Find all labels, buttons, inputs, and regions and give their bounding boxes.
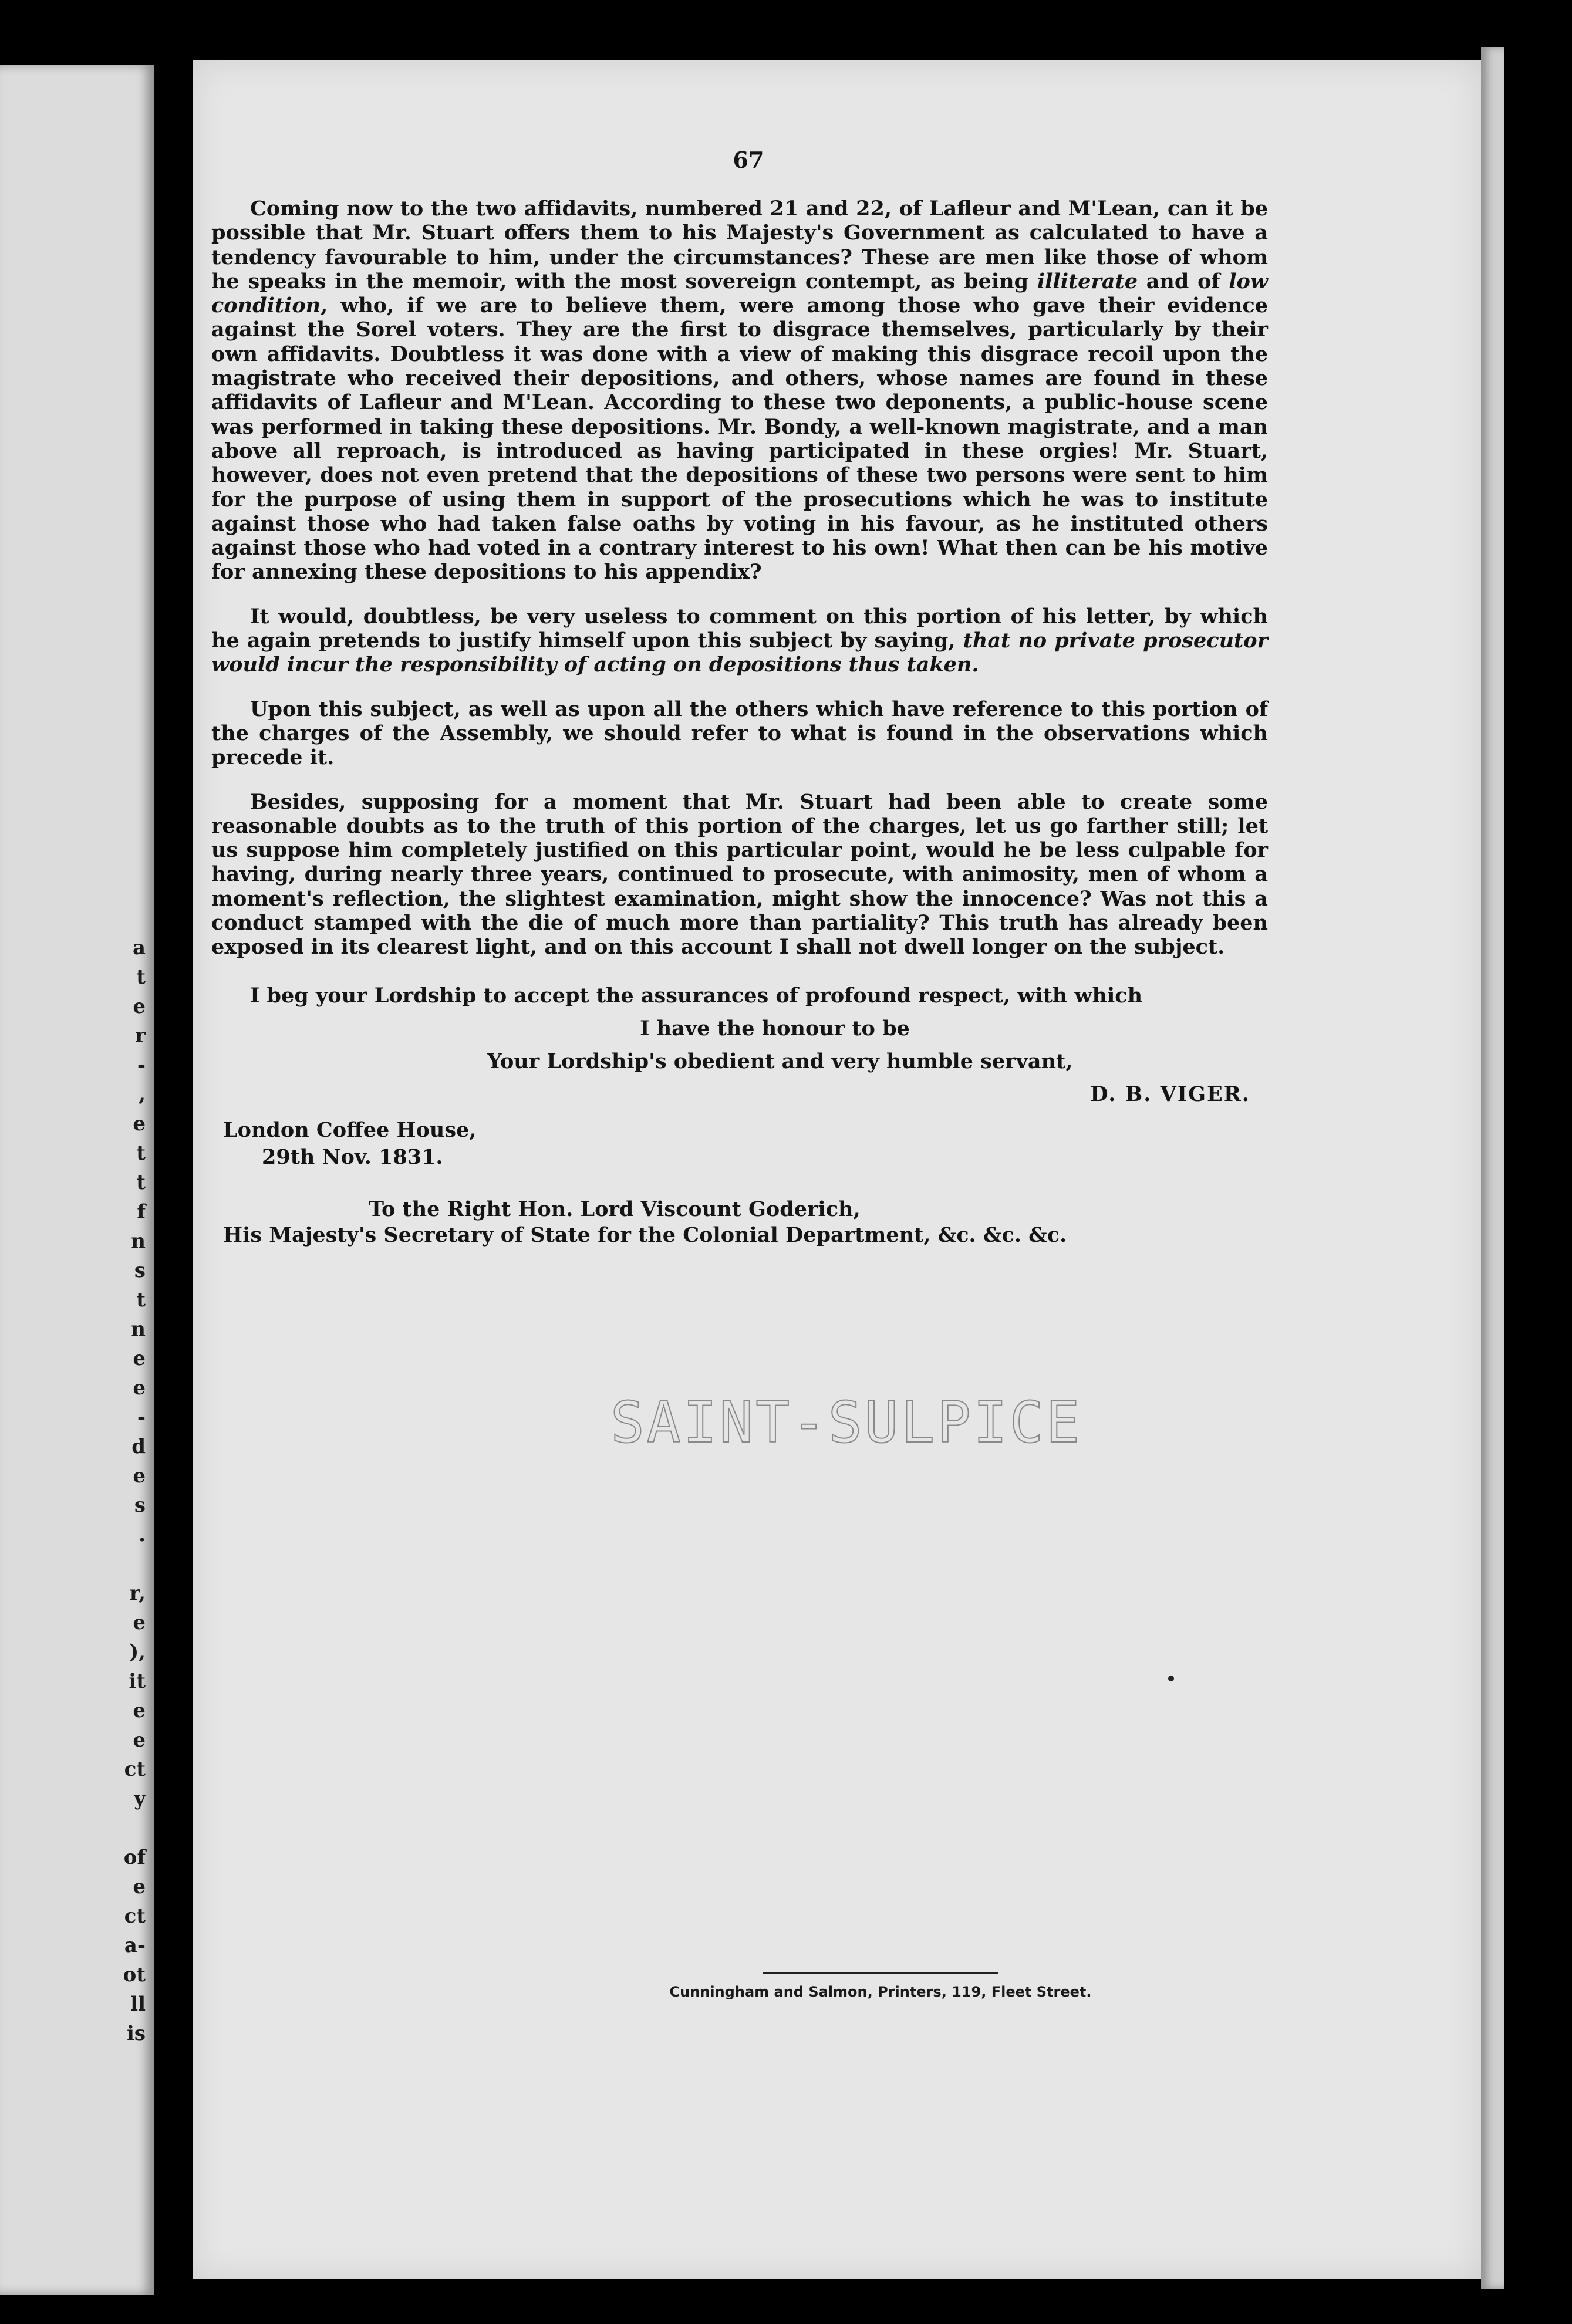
margin-fragment: ot bbox=[123, 1963, 146, 1987]
addressee-line-1: To the Right Hon. Lord Viscount Goderich, bbox=[369, 1197, 861, 1221]
page-edge bbox=[1481, 47, 1504, 2289]
margin-fragment: e bbox=[133, 1728, 146, 1752]
margin-fragment: d bbox=[131, 1435, 146, 1458]
paragraph bbox=[211, 697, 1268, 770]
italic-run: that no private prosecutor would incur the responsibility of acting on depositions thus taken. bbox=[211, 629, 1269, 677]
page-content bbox=[211, 147, 1268, 1248]
margin-fragment: r bbox=[135, 1024, 146, 1048]
text-run: Coming now to the two affidavits, numbered 21 and 22, of Lafleur and M'Lean, can it be possible that Mr. Stuart offers them to his Majesty's Government as calculated to have a tendency favourable to him, under the circumstances? These are men like those of whom he speaks in the memoir, with the most sovereign contempt, as being bbox=[211, 197, 1268, 293]
margin-fragment: e bbox=[133, 1699, 146, 1722]
date: 29th Nov. 1831. bbox=[262, 1144, 443, 1169]
margin-fragment: ), bbox=[129, 1640, 146, 1664]
left-page-margin-fragments bbox=[122, 933, 146, 2048]
margin-fragment bbox=[122, 1549, 146, 1579]
margin-fragment: t bbox=[136, 1141, 146, 1165]
paragraph bbox=[211, 604, 1268, 677]
obedient-servant-line: Your Lordship's obedient and very humble servant, bbox=[487, 1049, 1073, 1073]
honour-line: I have the honour to be bbox=[640, 1016, 910, 1041]
margin-fragment bbox=[122, 1813, 146, 1843]
margin-fragment: r, bbox=[129, 1582, 146, 1605]
closing-line: I beg your Lordship to accept the assurances of profound respect, with which bbox=[250, 983, 1143, 1008]
italic-run: low condition bbox=[211, 269, 1268, 318]
margin-fragment: it bbox=[129, 1670, 146, 1693]
margin-fragment: a bbox=[132, 936, 146, 960]
page-number: 67 bbox=[733, 147, 764, 173]
margin-fragment: of bbox=[123, 1846, 146, 1869]
text-run: Besides, supposing for a moment that Mr. Stuart had been able to create some reasonable doubts as to the truth of this portion of the charges, let us go farther still; let us suppose him completely justified on this particular point, would he be less culpable for having, during nearly three years, continued to prosecute, with animosity, men of whom a moment's reflection, the slightest examination, might show the innocence? Was not this a conduct stamped with the die of much more than partiality? This truth has already been exposed in its clearest light, and on this account I shall not dwell longer on the subject. bbox=[211, 789, 1268, 960]
margin-fragment: - bbox=[137, 1053, 146, 1077]
margin-fragment: a- bbox=[124, 1934, 146, 1957]
margin-fragment: ll bbox=[130, 1992, 146, 2016]
place-and-date bbox=[223, 1117, 1268, 1171]
margin-fragment: t bbox=[136, 1171, 146, 1194]
paragraph bbox=[211, 197, 1268, 585]
margin-fragment: s bbox=[134, 1259, 146, 1282]
margin-fragment: n bbox=[131, 1229, 146, 1253]
margin-fragment: y bbox=[134, 1787, 146, 1810]
margin-fragment: ct bbox=[124, 1758, 146, 1781]
margin-fragment: s bbox=[134, 1494, 146, 1517]
margin-fragment: , bbox=[139, 1083, 146, 1106]
margin-fragment: e bbox=[133, 1611, 146, 1634]
margin-fragment: is bbox=[126, 2022, 146, 2045]
margin-fragment: . bbox=[139, 1523, 146, 1546]
text-run: It would, doubtless, be very useless to comment on this portion of his letter, by which he again pretends to justify himself upon this subject by saying, bbox=[211, 604, 1268, 653]
italic-run: illiterate bbox=[1037, 269, 1138, 293]
paragraph bbox=[211, 790, 1268, 960]
margin-fragment: t bbox=[136, 1288, 146, 1312]
text-run: and of bbox=[1138, 269, 1229, 293]
margin-fragment: t bbox=[136, 965, 146, 989]
margin-fragment: f bbox=[137, 1200, 146, 1224]
printer-imprint: Cunningham and Salmon, Printers, 119, Fleet Street. bbox=[669, 1984, 1092, 2000]
book-gutter bbox=[154, 0, 193, 2324]
text-run: , who, if we are to believe them, were among those who gave their evidence against the Sorel voters. They are the first to disgrace themselves, particularly by their own affidavits. Doubtless it was done with a view of making this disgrace recoil upon the magistrate who received their depositions, and others, whose names are found in these affidavits of Lafleur and M'Lean. According to these two deponents, a public-house scene was performed in taking these depositions. Mr. Bondy, a well-known magistrate, and a man above all reproach, is introduced as having participated in these orgies! Mr. Stuart, however, does not even pretend that the depositions of these two persons were sent to him for the purpose of using them in support of the prosecutions which he was to institute against those who had taken false oaths by voting in his favour, as he instituted others against those who had voted in a contrary interest to his own! What then can be his motive for annexing these depositions to his appendix? bbox=[211, 293, 1268, 585]
place: London Coffee House, bbox=[223, 1117, 477, 1142]
signature: D. B. VIGER. bbox=[1090, 1082, 1250, 1106]
addressee bbox=[211, 1197, 1268, 1248]
body-text bbox=[211, 197, 1268, 960]
addressee-line-2: His Majesty's Secretary of State for the Colonial Department, &c. &c. &c. bbox=[223, 1222, 1067, 1247]
margin-fragment: n bbox=[131, 1318, 146, 1341]
margin-fragment: e bbox=[133, 1112, 146, 1136]
margin-fragment: e bbox=[133, 995, 146, 1018]
perforated-library-stamp: SAINT-SULPICE bbox=[610, 1390, 1082, 1455]
imprint-rule bbox=[763, 1972, 998, 1974]
text-run: Upon this subject, as well as upon all the others which have reference to this portion of the charges of the Assembly, we should refer to what is found in the observations which precede it. bbox=[211, 697, 1268, 770]
left-facing-page bbox=[0, 65, 154, 2295]
margin-fragment: e bbox=[133, 1875, 146, 1899]
margin-fragment: e bbox=[133, 1347, 146, 1370]
margin-fragment: e bbox=[133, 1464, 146, 1488]
margin-fragment: ct bbox=[124, 1904, 146, 1928]
letter-closing bbox=[211, 979, 1268, 1248]
ink-speck bbox=[1168, 1676, 1174, 1681]
margin-fragment: e bbox=[133, 1376, 146, 1400]
margin-fragment: - bbox=[137, 1406, 146, 1429]
